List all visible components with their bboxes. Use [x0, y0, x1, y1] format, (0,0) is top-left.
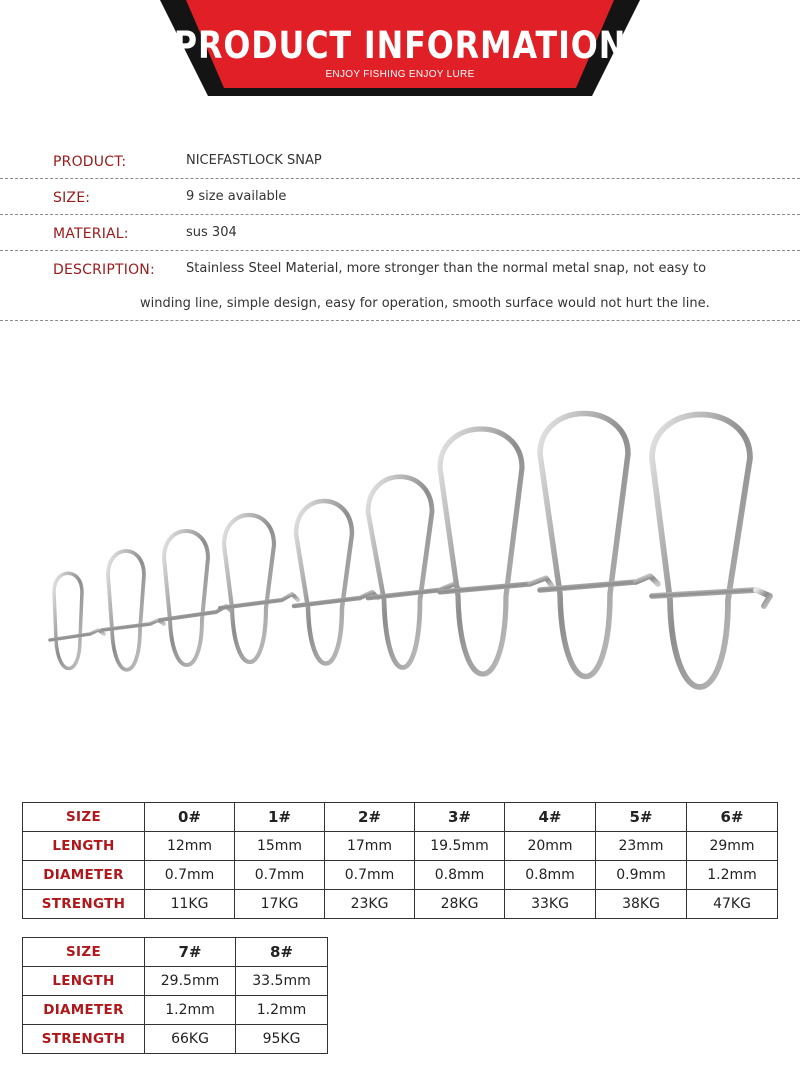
- snap-8: [652, 415, 770, 688]
- size-cell: 2#: [325, 803, 415, 832]
- strength-header: STRENGTH: [23, 890, 145, 919]
- page-subtitle: ENJOY FISHING ENJOY LURE: [325, 69, 475, 80]
- length-cell: 17mm: [325, 832, 415, 861]
- length-cell: 19.5mm: [415, 832, 505, 861]
- table-row: [23, 803, 778, 832]
- strength-cell: 38KG: [596, 890, 687, 919]
- strength-cell: 33KG: [505, 890, 596, 919]
- product-photo: [0, 400, 800, 730]
- strength-cell: 47KG: [687, 890, 778, 919]
- size-cell: 7#: [145, 938, 236, 967]
- length-header: LENGTH: [23, 967, 145, 996]
- diameter-cell: 0.7mm: [145, 861, 235, 890]
- spec-table-2: [22, 937, 328, 1054]
- snap-1: [102, 551, 164, 670]
- product-value: NICEFASTLOCK SNAP: [186, 153, 322, 168]
- description-text-line1: Stainless Steel Material, more stronger than the normal metal snap, not easy to: [186, 261, 707, 276]
- diameter-cell: 0.7mm: [325, 861, 415, 890]
- size-cell: 0#: [145, 803, 235, 832]
- description-text-line2: winding line, simple design, easy for operation, smooth surface would not hurt the line.: [140, 296, 710, 311]
- snap-3: [220, 515, 298, 662]
- description-label: DESCRIPTION:: [53, 262, 155, 278]
- length-cell: 23mm: [596, 832, 687, 861]
- strength-cell: 28KG: [415, 890, 505, 919]
- size-header: SIZE: [23, 803, 145, 832]
- size-cell: 4#: [505, 803, 596, 832]
- diameter-cell: 1.2mm: [145, 996, 236, 1025]
- diameter-cell: 0.8mm: [505, 861, 596, 890]
- diameter-cell: 1.2mm: [687, 861, 778, 890]
- table-row: [23, 1025, 328, 1054]
- size-label: SIZE:: [53, 190, 91, 206]
- material-row: [0, 214, 800, 251]
- header-banner: [0, 0, 800, 110]
- size-cell: 1#: [235, 803, 325, 832]
- snap-7: [540, 414, 658, 677]
- strength-cell: 66KG: [145, 1025, 236, 1054]
- product-row: [0, 142, 800, 179]
- table-row: [23, 996, 328, 1025]
- material-label: MATERIAL:: [53, 226, 129, 242]
- diameter-header: DIAMETER: [23, 996, 145, 1025]
- diameter-cell: 0.9mm: [596, 861, 687, 890]
- table-row: [23, 890, 778, 919]
- strength-cell: 11KG: [145, 890, 235, 919]
- length-cell: 12mm: [145, 832, 235, 861]
- size-row: [0, 178, 800, 215]
- strength-header: STRENGTH: [23, 1025, 145, 1054]
- diameter-cell: 0.7mm: [235, 861, 325, 890]
- diameter-header: DIAMETER: [23, 861, 145, 890]
- snap-2: [160, 531, 232, 665]
- length-cell: 15mm: [235, 832, 325, 861]
- strength-cell: 17KG: [235, 890, 325, 919]
- strength-cell: 95KG: [236, 1025, 328, 1054]
- page-title: PRODUCT INFORMATION: [173, 24, 627, 67]
- length-cell: 33.5mm: [236, 967, 328, 996]
- snap-4: [294, 501, 378, 664]
- snap-photo-icon: [0, 400, 800, 730]
- snap-6: [440, 429, 552, 674]
- table-row: [23, 832, 778, 861]
- table-row: [23, 861, 778, 890]
- table-row: [23, 938, 328, 967]
- snap-0: [50, 573, 104, 668]
- spec-table-1: [22, 802, 778, 919]
- diameter-cell: 1.2mm: [236, 996, 328, 1025]
- table-row: [23, 967, 328, 996]
- size-header: SIZE: [23, 938, 145, 967]
- size-cell: 8#: [236, 938, 328, 967]
- size-cell: 3#: [415, 803, 505, 832]
- size-value: 9 size available: [186, 189, 287, 204]
- size-cell: 6#: [687, 803, 778, 832]
- size-cell: 5#: [596, 803, 687, 832]
- product-label: PRODUCT:: [53, 154, 127, 170]
- diameter-cell: 0.8mm: [415, 861, 505, 890]
- length-cell: 29.5mm: [145, 967, 236, 996]
- material-value: sus 304: [186, 225, 237, 240]
- length-cell: 29mm: [687, 832, 778, 861]
- strength-cell: 23KG: [325, 890, 415, 919]
- length-header: LENGTH: [23, 832, 145, 861]
- length-cell: 20mm: [505, 832, 596, 861]
